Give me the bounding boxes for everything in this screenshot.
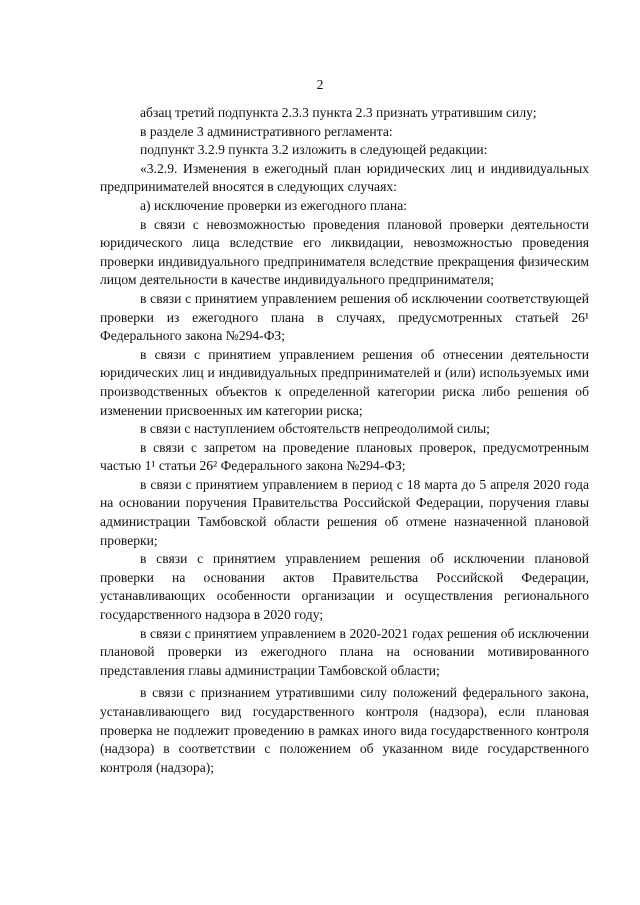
- paragraph: в связи с невозможностью проведения плановой проверки деятельности юридического лица вследствие его ликвидации, невозможностью проведения проверки индивидуального предпринимателя вследствие прекращения физическим лицом деятельности в качестве индивидуального предпринимателя;: [100, 216, 589, 288]
- paragraph: в связи с признанием утратившими силу положений федерального закона, устанавливающего вид государственного контроля (надзора), если плановая проверка не подлежит проведению в рамках иного вида государственного контроля (надзора) в соответствии с положением об указанном виде государственного контроля (надзора);: [100, 685, 589, 775]
- paragraph: в разделе 3 административного регламента:: [140, 123, 393, 139]
- paragraph: в связи с наступлением обстоятельств непреодолимой силы;: [140, 421, 490, 437]
- paragraph: в связи с запретом на проведение плановых проверок, предусмотренным частью 1¹ статьи 26² Федерального закона №294-ФЗ;: [100, 439, 589, 474]
- paragraph: абзац третий подпункта 2.3.3 пункта 2.3 признать утратившим силу;: [140, 105, 537, 120]
- paragraph: подпункт 3.2.9 пункта 3.2 изложить в следующей редакции:: [140, 142, 488, 158]
- paragraph: в связи с принятием управлением решения об отнесении деятельности юридических лиц и индивидуальных предпринимателей и (или) используемых ими производственных объектов к определенной категории риска либо решения об изменении присвоенных им категории риска;: [100, 346, 589, 418]
- paragraph: «3.2.9. Изменения в ежегодный план юридических лиц и индивидуальных предпринимателей вносятся в следующих случаях:: [100, 160, 589, 195]
- paragraph: в связи с принятием управлением в 2020-2021 годах решения об исключении плановой проверки из ежегодного плана на основании мотивированного представления главы администрации Тамбовской области;: [100, 625, 589, 678]
- paragraph: в связи с принятием управлением в период с 18 марта до 5 апреля 2020 года на основании поручения Правительства Российской Федерации, поручения главы администрации Тамбовской области решения об отмене назначенной плановой проверки;: [100, 476, 589, 548]
- paragraph: в связи с принятием управлением решения об исключении соответствующей проверки из ежегодного плана в случаях, предусмотренных статьей 26¹ Федерального закона №294-ФЗ;: [100, 290, 589, 344]
- document-body: [100, 104, 589, 777]
- paragraph: а) исключение проверки из ежегодного плана:: [140, 197, 408, 213]
- page-number: 2: [316, 77, 324, 92]
- paragraph: в связи с принятием управлением решения об исключении плановой проверки на основании актов Правительства Российской Федерации, устанавливающих особенности организации и осуществления регионального государственного надзора в 2020 году;: [100, 551, 589, 623]
